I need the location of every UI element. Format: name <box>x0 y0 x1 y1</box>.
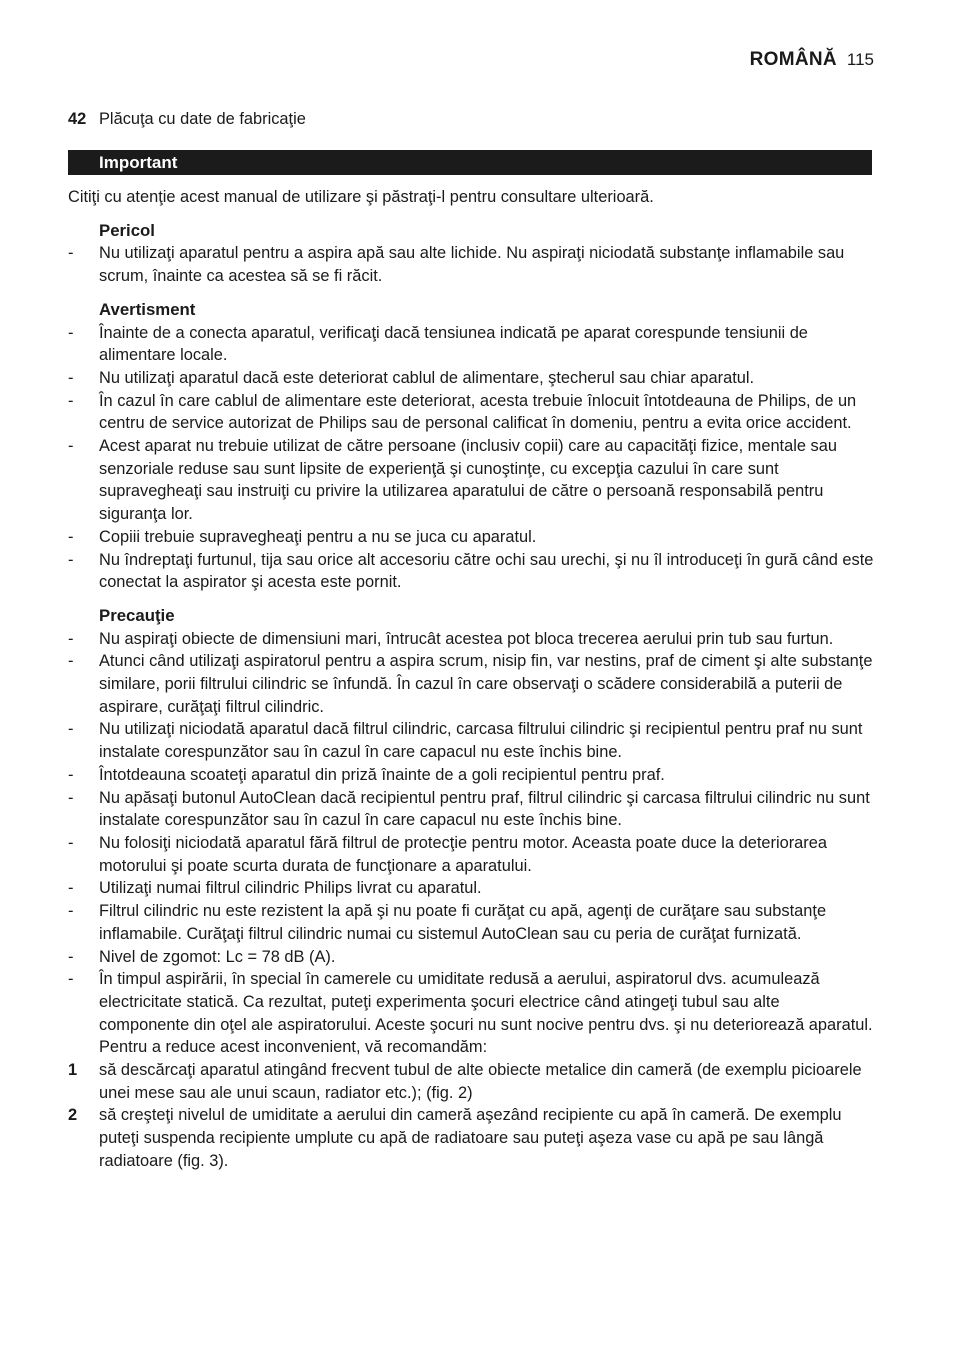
dash-bullet: - <box>68 391 74 410</box>
page-header <box>750 48 874 72</box>
list-item <box>68 787 874 832</box>
numbered-item <box>68 1059 874 1104</box>
list-item-text: Copiii trebuie supravegheaţi pentru a nu se juca cu aparatul. <box>99 527 537 546</box>
list-item <box>68 628 874 651</box>
list-item <box>68 526 874 549</box>
list-item <box>68 968 874 1059</box>
numbered-list <box>68 1059 874 1173</box>
dash-bullet: - <box>68 652 74 671</box>
list-item-text: Filtrul cilindric nu este rezistent la apă şi nu poate fi curăţat cu apă, agenţi de curăţare sau substanţe inflamabile. Curăţaţi filtrul cilindric numai cu sistemul AutoClean sau cu peria de curăţat furnizată. <box>99 902 827 943</box>
list-item-text: În timpul aspirării, în special în camerele cu umiditate redusă a aerului, aspiratorul dvs. acumulează electricitate statică. Ca rezultat, puteţi experimenta şocuri electrice când atingeţi tubul sau alte componente din oţel ale aspiratorului. Aceste şocuri nu sunt nocive pentru dvs. şi nu deteriorează aparatul. Pentru a reduce acest inconvenient, vă recomandăm: <box>99 970 873 1057</box>
dash-bullet: - <box>68 765 74 784</box>
list-item <box>68 718 874 763</box>
bullet-list <box>68 322 874 594</box>
numbered-item-text: să creşteţi nivelul de umiditate a aerului din cameră aşezând recipiente cu apă în cameră. De exemplu puteţi suspenda recipiente umplute cu apă de radiatoare sau puteţi aşeza vase cu apă pe sau lângă radiatoare (fig. 3). <box>99 1106 842 1170</box>
intro-text: Citiţi cu atenţie acest manual de utilizare şi păstraţi-l pentru consultare ulterioară. <box>68 188 654 206</box>
dash-bullet: - <box>68 244 74 263</box>
list-item <box>68 832 874 877</box>
list-item <box>68 900 874 945</box>
block-avertisment <box>68 299 874 594</box>
dash-bullet: - <box>68 527 74 546</box>
list-item-text: Nivel de zgomot: Lc = 78 dB (A). <box>99 947 336 966</box>
list-item-text: Nu aspiraţi obiecte de dimensiuni mari, întrucât acestea pot bloca trecerea aerului prin tub sau furtun. <box>99 629 834 648</box>
dash-bullet: - <box>68 550 74 569</box>
list-item <box>68 946 874 969</box>
subheading: Pericol <box>99 220 155 240</box>
item-number: 1 <box>68 1061 78 1080</box>
list-item-text: Atunci când utilizaţi aspiratorul pentru a aspira scrum, nisip fin, var nestins, praf de ciment şi alte substanţe similare, porii filtrului cilindric se înfundă. În cazul în care observaţi o scădere considerabilă a puterii de aspirare, curăţaţi filtrul cilindric. <box>99 652 873 716</box>
list-item-text: În cazul în care cablul de alimentare este deteriorat, acesta trebuie înlocuit întotdeauna de Philips, de un centru de service autorizat de Philips sau de personal calificat în domeniu, pentru a evita orice accident. <box>99 391 857 433</box>
dash-bullet: - <box>68 323 74 342</box>
list-item-text: Înainte de a conecta aparatul, verificaţi dacă tensiunea indicată pe aparat corespunde tensiunii de alimentare locale. <box>99 323 808 365</box>
numbered-item-text: să descărcaţi aparatul atingând frecvent tubul de alte obiecte metalice din cameră (de exemplu picioarele unei mese sau ale unui scaun, radiator etc.); (fig. 2) <box>99 1061 862 1102</box>
list-item-text: Nu utilizaţi aparatul dacă este deteriorat cablul de alimentare, ştecherul sau chiar aparatul. <box>99 368 755 387</box>
list-item-text: Nu utilizaţi aparatul pentru a aspira apă sau alte lichide. Nu aspiraţi niciodată substanţe inflamabile sau scrum, înainte ca acestea să se fi răcit. <box>99 244 845 286</box>
subheading: Avertisment <box>99 299 196 319</box>
item-number: 2 <box>68 1106 78 1125</box>
dash-bullet: - <box>68 947 74 966</box>
dash-bullet: - <box>68 629 74 648</box>
list-item-text: Nu îndreptaţi furtunul, tija sau orice alt accesoriu către ochi sau urechi, şi nu îl introduceţi în gură când este conectat la aspirator şi acesta este pornit. <box>99 550 874 592</box>
dash-bullet: - <box>68 788 74 807</box>
list-item-text: Nu apăsaţi butonul AutoClean dacă recipientul pentru praf, filtrul cilindric şi carcasa filtrului cilindric nu sunt instalate corespunzător sau în cazul în care capacul nu este închis bine. <box>99 788 870 830</box>
dash-bullet: - <box>68 970 74 989</box>
dash-bullet: - <box>68 879 74 898</box>
content <box>68 186 874 1184</box>
list-item-text: Întotdeauna scoateţi aparatul din priză înainte de a goli recipientul pentru praf. <box>99 765 665 784</box>
list-item <box>68 367 874 390</box>
section-title: Important <box>68 150 872 175</box>
list-item-text: Nu folosiţi niciodată aparatul fără filtrul de protecţie pentru motor. Aceasta poate duce la deteriorarea motorului şi poate scurta durata de funcţionare a aparatului. <box>99 833 827 875</box>
list-item <box>68 242 874 287</box>
list-item <box>68 650 874 718</box>
legend-text: Plăcuţa cu date de fabricaţie <box>99 110 306 128</box>
dash-bullet: - <box>68 902 74 921</box>
page-number: 115 <box>846 50 874 69</box>
list-item <box>68 877 874 900</box>
legend-number: 42 <box>68 110 87 128</box>
list-item <box>68 549 874 594</box>
bullet-list <box>68 628 874 1059</box>
list-item <box>68 435 874 526</box>
list-item <box>68 322 874 367</box>
list-item <box>68 390 874 435</box>
bullet-list <box>68 242 874 287</box>
list-item <box>68 764 874 787</box>
dash-bullet: - <box>68 833 74 852</box>
block-pericol <box>68 220 874 288</box>
dash-bullet: - <box>68 437 74 456</box>
list-item-text: Utilizaţi numai filtrul cilindric Philips livrat cu aparatul. <box>99 879 482 898</box>
legend-item <box>68 108 306 131</box>
subheading: Precauţie <box>99 605 175 625</box>
numbered-item <box>68 1104 874 1172</box>
list-item-text: Nu utilizaţi niciodată aparatul dacă filtrul cilindric, carcasa filtrului cilindric şi recipientul pentru praf nu sunt instalate corespunzător sau în cazul în care capacul nu este închis bine. <box>99 720 863 762</box>
list-item-text: Acest aparat nu trebuie utilizat de către persoane (inclusiv copii) care au capacităţi fizice, mentale sau senzoriale reduse sau sunt lipsite de experienţă şi cunoştinţe, cu excepţia cazului în care sunt supravegheaţi sau instruiţi cu privire la utilizarea aparatului de către o persoană responsabilă pentru siguranţa lor. <box>99 437 837 524</box>
block-precautie <box>68 605 874 1173</box>
dash-bullet: - <box>68 720 74 739</box>
language-label: ROMÂNĂ <box>749 49 837 70</box>
dash-bullet: - <box>68 368 74 387</box>
